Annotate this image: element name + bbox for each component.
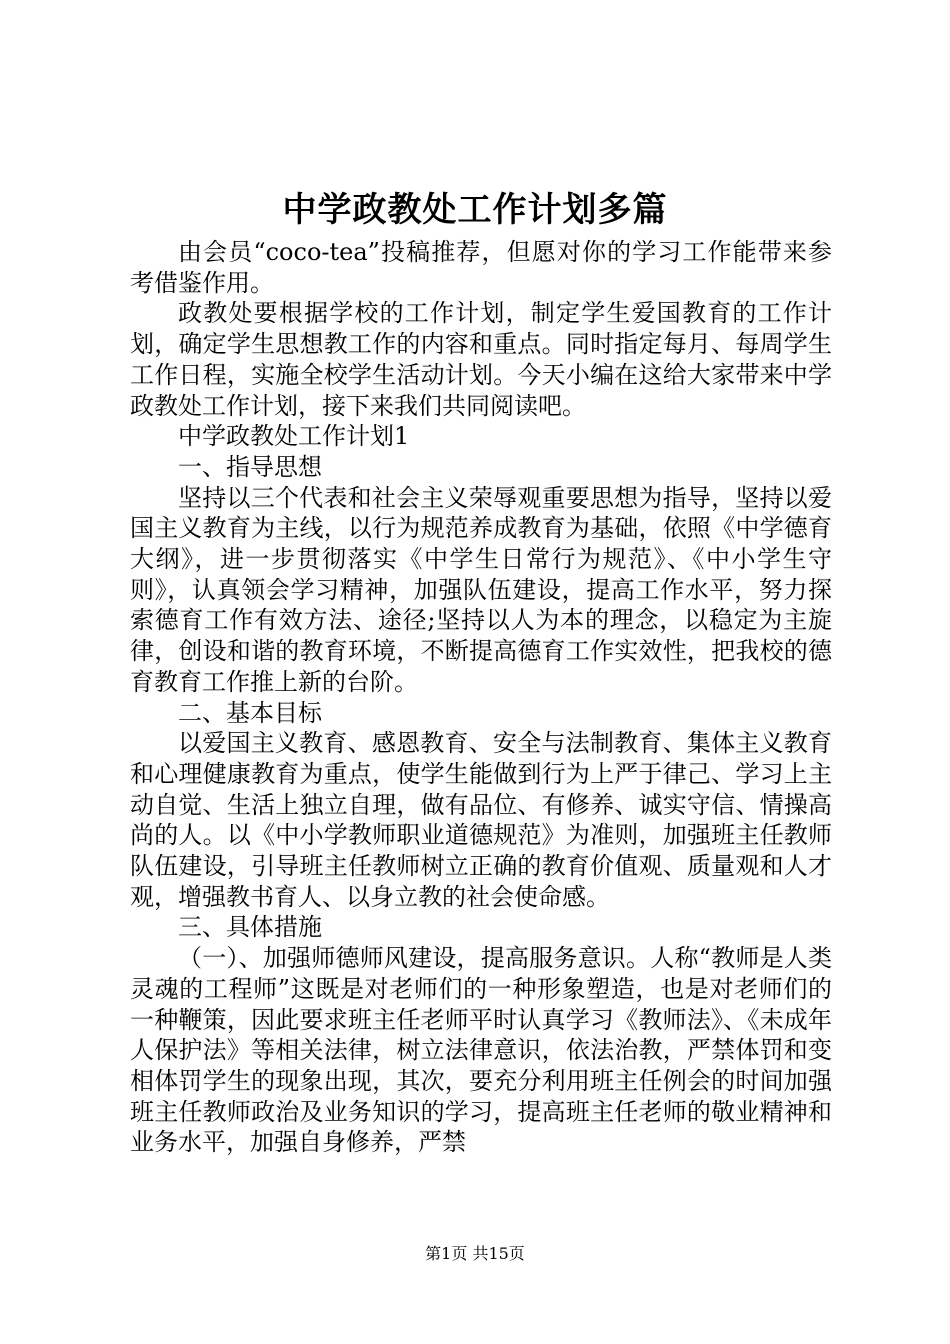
paragraph-measures-1: （一）、加强师德师风建设，提高服务意识。人称“教师是人类灵魂的工程师”这既是对老师们的一种形象塑造，也是对老师们的一种鞭策，因此要求班主任老师平时认真学习《教师法》、《未成年人保护法》等相关法律，树立法律意识，依法治教，严禁体罚和变相体罚学生的现象出现，其次，要充分利用班主任例会的时间加强班主任教师政治及业务知识的学习，提高班主任老师的敬业精神和业务水平，加强自身修养，严禁	[130, 944, 832, 1157]
page-number-footer: 第1页 共15页	[425, 1244, 525, 1263]
section-heading-basic-goals: 二、基本目标	[178, 698, 322, 727]
document-body	[130, 237, 832, 1158]
paragraph-summary: 政教处要根据学校的工作计划，制定学生爱国教育的工作计划，确定学生思想教工作的内容和重点。同时指定每月、每周学生工作日程，实施全校学生活动计划。今天小编在这给大家带来中学政教处工作计划，接下来我们共同阅读吧。	[130, 299, 832, 420]
paragraph-guiding-thought: 坚持以三个代表和社会主义荣辱观重要思想为指导，坚持以爱国主义教育为主线，以行为规范养成教育为基础，依照《中学德育大纲》，进一步贯彻落实《中学生日常行为规范》、《中小学生守则》，认真领会学习精神，加强队伍建设，提高工作水平，努力探索德育工作有效方法、途径;坚持以人为本的理念，以稳定为主旋律，创设和谐的教育环境，不断提高德育工作实效性，把我校的德育教育工作推上新的台阶。	[130, 483, 832, 696]
paragraph-intro: 由会员“coco-tea”投稿推荐，但愿对你的学习工作能带来参考借鉴作用。	[130, 238, 832, 297]
paragraph-basic-goals: 以爱国主义教育、感恩教育、安全与法制教育、集体主义教育和心理健康教育为重点，使学生能做到行为上严于律己、学习上主动自觉、生活上独立自理，做有品位、有修养、诚实守信、情操高尚的人。以《中小学教师职业道德规范》为准则，加强班主任教师队伍建设，引导班主任教师树立正确的教育价值观、质量观和人才观，增强教书育人、以身立教的社会使命感。	[130, 729, 832, 911]
section-heading-guiding-thought: 一、指导思想	[178, 452, 322, 481]
document-title: 中学政教处工作计划多篇	[282, 190, 668, 230]
section-heading-measures: 三、具体措施	[178, 913, 322, 942]
section-heading-plan-1: 中学政教处工作计划1	[178, 422, 410, 451]
